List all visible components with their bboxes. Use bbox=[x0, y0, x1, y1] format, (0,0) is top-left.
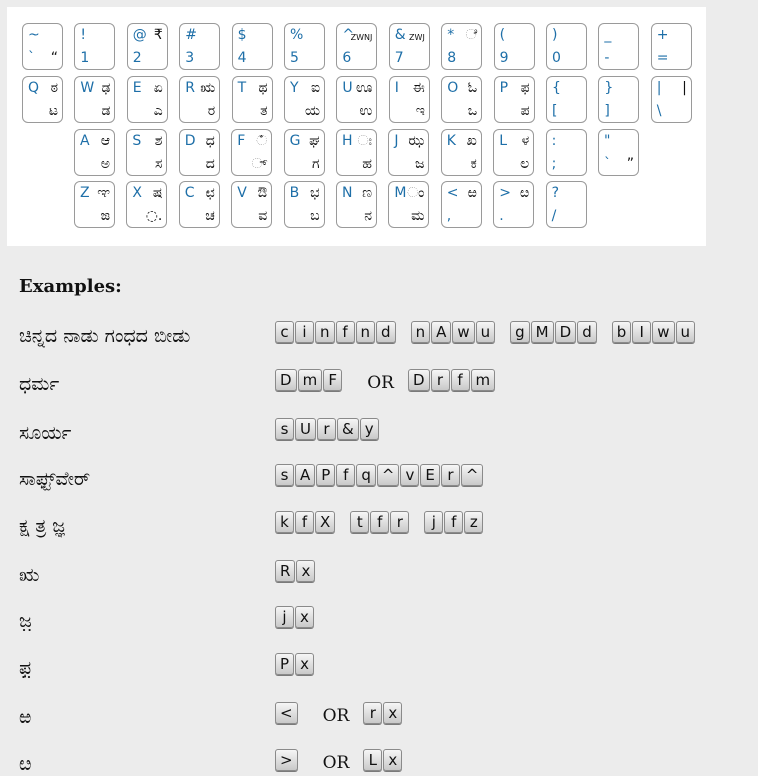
keyboard-key[interactable] bbox=[494, 23, 535, 70]
key-label-tr: ಖ bbox=[466, 133, 477, 149]
keycap[interactable]: m bbox=[298, 369, 323, 391]
key-label-bl: 1 bbox=[80, 50, 90, 66]
key-label-tl: P bbox=[499, 80, 509, 96]
keyboard-key[interactable] bbox=[74, 23, 115, 70]
example-kannada-word: ಸಾಫ್ಟ್‌ವೇರ್ bbox=[19, 468, 91, 490]
keystroke-group bbox=[408, 369, 496, 391]
key-label-br: ಒ bbox=[467, 103, 478, 119]
key-label-br: ದ bbox=[205, 156, 215, 172]
key-label-tl: ( bbox=[499, 27, 506, 43]
key-label-tl: ) bbox=[552, 27, 558, 43]
keyboard-key[interactable] bbox=[284, 23, 325, 70]
key-label-br: ಹ bbox=[362, 156, 372, 172]
keycap[interactable]: y bbox=[360, 418, 379, 440]
keystroke-group bbox=[424, 511, 484, 533]
keycap[interactable]: A bbox=[295, 464, 315, 486]
key-label-tr: | bbox=[682, 80, 687, 96]
key-label-tl: J bbox=[394, 133, 399, 149]
keystroke-sequence bbox=[275, 416, 394, 442]
key-label-tr: ◌ಁ bbox=[256, 133, 268, 149]
keystroke-group bbox=[275, 653, 315, 675]
key-label-tr: ZWNJ bbox=[350, 33, 373, 42]
keycap[interactable]: M bbox=[531, 321, 554, 343]
or-separator: OR bbox=[322, 753, 350, 773]
key-label-br: ಟ bbox=[48, 103, 58, 119]
keycap[interactable]: b bbox=[612, 321, 632, 343]
key-label-tl: S bbox=[132, 133, 142, 149]
keystroke-group bbox=[275, 511, 336, 533]
key-label-br: ಗ bbox=[312, 156, 320, 172]
key-label-bl: ] bbox=[604, 103, 610, 119]
keyboard-key[interactable] bbox=[388, 129, 429, 176]
key-label-br: ಅ bbox=[100, 156, 110, 172]
key-label-br: ಪ bbox=[520, 103, 530, 119]
keycap[interactable]: s bbox=[275, 418, 294, 440]
key-label-tl: > bbox=[499, 185, 511, 201]
keyboard-key[interactable] bbox=[598, 129, 639, 176]
key-label-tl: K bbox=[446, 133, 456, 149]
key-label-bl: [ bbox=[552, 103, 558, 119]
key-label-bl: - bbox=[604, 50, 610, 66]
key-label-br: ಬ bbox=[310, 208, 320, 224]
key-label-tr: ◌ಂ bbox=[407, 185, 425, 201]
keyboard-key[interactable] bbox=[493, 129, 534, 176]
keyboard-key[interactable] bbox=[441, 181, 482, 228]
key-label-tl: @ bbox=[132, 27, 147, 43]
keyboard-key[interactable] bbox=[74, 181, 115, 228]
example-kannada-word: ಋ bbox=[19, 564, 40, 586]
example-row bbox=[0, 700, 758, 736]
keystroke-group bbox=[275, 369, 343, 391]
key-label-br: ಚ bbox=[205, 208, 215, 224]
keyboard-key[interactable] bbox=[598, 76, 639, 123]
keycap[interactable]: r bbox=[363, 702, 382, 724]
key-label-bl: . bbox=[499, 208, 504, 224]
key-label-br: ಡ bbox=[101, 103, 111, 119]
keycap[interactable]: w bbox=[652, 321, 674, 343]
key-label-tr: ◌ಃ bbox=[357, 133, 372, 149]
keyboard-key[interactable] bbox=[22, 76, 63, 123]
key-label-tl: G bbox=[289, 133, 301, 149]
example-kannada-word: ಕ್ಷ ತ್ರ ಜ್ಞ bbox=[19, 515, 65, 537]
keycap[interactable]: E bbox=[420, 464, 439, 486]
keycap[interactable]: u bbox=[476, 321, 496, 343]
keyboard-key[interactable] bbox=[598, 23, 639, 70]
key-label-tl: O bbox=[447, 80, 459, 96]
keycap[interactable]: f bbox=[451, 369, 470, 391]
key-label-tl: & bbox=[394, 27, 406, 43]
key-label-tr: ಈ bbox=[412, 80, 425, 96]
keycap[interactable]: I bbox=[632, 321, 651, 343]
key-label-tl: Q bbox=[28, 80, 40, 96]
keycap[interactable]: x bbox=[383, 749, 402, 771]
keyboard-key[interactable] bbox=[126, 129, 167, 176]
key-label-tl: I bbox=[394, 80, 399, 96]
key-label-tr: ಳ bbox=[521, 133, 530, 149]
keyboard-layout-panel bbox=[7, 7, 706, 246]
keyboard-key[interactable] bbox=[441, 23, 482, 70]
keycap[interactable]: & bbox=[337, 418, 359, 440]
key-label-bl: 9 bbox=[499, 50, 509, 66]
keycap[interactable]: f bbox=[336, 321, 355, 343]
key-label-tr: ಭ bbox=[310, 185, 320, 201]
keyboard-key[interactable] bbox=[388, 181, 429, 228]
key-label-br: ಕ bbox=[470, 156, 477, 172]
keystroke-sequence bbox=[275, 319, 710, 345]
key-label-br: ಙ bbox=[100, 208, 110, 224]
key-label-tl: U bbox=[342, 80, 353, 96]
key-label-tr: ಋ bbox=[200, 80, 216, 96]
key-label-tr: ಊ bbox=[355, 80, 373, 96]
keycap[interactable]: r bbox=[317, 418, 336, 440]
example-row bbox=[0, 747, 758, 776]
keycap[interactable]: D bbox=[275, 369, 297, 391]
keystroke-sequence bbox=[275, 462, 498, 488]
key-label-br: ಜ bbox=[414, 156, 425, 172]
example-kannada-word: ಫ಼ bbox=[19, 657, 32, 679]
example-row bbox=[0, 509, 758, 545]
example-kannada-word: ಧರ್ಮ bbox=[19, 373, 60, 395]
keystroke-group bbox=[275, 702, 299, 724]
key-label-tl: M bbox=[394, 185, 407, 201]
key-label-tr: ಫ bbox=[520, 80, 530, 96]
keycap[interactable]: R bbox=[275, 560, 295, 582]
keycap[interactable]: s bbox=[275, 464, 294, 486]
keyboard-key[interactable] bbox=[74, 76, 115, 123]
keycap[interactable]: x bbox=[296, 560, 315, 582]
key-label-tl: $ bbox=[237, 27, 247, 43]
key-label-tr: ಧ bbox=[205, 133, 215, 149]
keycap[interactable]: n bbox=[356, 321, 376, 343]
key-label-br: ತ bbox=[260, 103, 268, 119]
key-label-tr: ಥ bbox=[258, 80, 268, 96]
keyboard-key[interactable] bbox=[127, 23, 168, 70]
keycap[interactable]: k bbox=[275, 511, 294, 533]
or-separator: OR bbox=[367, 373, 394, 393]
keystroke-group bbox=[363, 749, 403, 771]
key-label-tl: H bbox=[342, 133, 353, 149]
keycap[interactable]: n bbox=[411, 321, 431, 343]
key-label-tl: + bbox=[656, 27, 669, 43]
key-label-br: ಇ bbox=[415, 103, 425, 119]
key-label-tl: Z bbox=[80, 185, 90, 201]
key-label-tl: # bbox=[185, 27, 197, 43]
keystroke-sequence bbox=[275, 747, 417, 773]
key-label-bl: 2 bbox=[132, 50, 142, 66]
key-label-tr: ಓ bbox=[467, 80, 478, 96]
key-label-tr: ◌ೆ bbox=[465, 27, 478, 43]
key-label-tl: % bbox=[290, 27, 304, 43]
key-label-tl: } bbox=[604, 80, 614, 96]
key-label-tl: ^ bbox=[342, 27, 355, 43]
key-label-tr: ಞ bbox=[97, 185, 110, 201]
keyboard-key[interactable] bbox=[284, 181, 325, 228]
key-label-tr: ಶ bbox=[154, 133, 163, 149]
key-label-bl: \ bbox=[656, 103, 662, 119]
keyboard-key[interactable] bbox=[389, 23, 430, 70]
example-row bbox=[0, 416, 758, 452]
key-label-tl: F bbox=[237, 133, 246, 149]
key-label-bl: 0 bbox=[552, 50, 561, 66]
key-label-bl: 5 bbox=[290, 50, 299, 66]
keyboard-key[interactable] bbox=[284, 129, 325, 176]
key-label-br: ” bbox=[626, 156, 634, 172]
key-label-br: ಉ bbox=[359, 103, 373, 119]
keyboard-key[interactable] bbox=[232, 23, 273, 70]
keystroke-group bbox=[275, 321, 397, 343]
key-label-tl: < bbox=[446, 185, 459, 201]
examples-heading: Examples: bbox=[19, 276, 122, 297]
example-row bbox=[0, 462, 758, 498]
key-label-br: ಎ bbox=[153, 103, 163, 119]
key-label-br: ವ bbox=[258, 208, 268, 224]
key-label-tr: ₹ bbox=[153, 27, 163, 43]
keystroke-group bbox=[411, 321, 497, 343]
key-label-tl: L bbox=[499, 133, 507, 149]
keyboard-key[interactable] bbox=[493, 181, 534, 228]
key-label-bl: ` bbox=[28, 50, 35, 66]
key-label-tr: ಣ bbox=[362, 185, 372, 201]
key-label-tr: ಝ bbox=[408, 133, 425, 149]
keycap[interactable]: r bbox=[431, 369, 450, 391]
keyboard-key[interactable] bbox=[231, 181, 272, 228]
keycap[interactable]: i bbox=[295, 321, 314, 343]
example-kannada-word: ಱ bbox=[19, 706, 32, 728]
key-label-br: “ bbox=[50, 50, 58, 66]
keycap[interactable]: j bbox=[275, 606, 294, 628]
key-label-bl: ` bbox=[604, 156, 611, 172]
keycap[interactable]: x bbox=[295, 653, 314, 675]
key-label-tr: ZWJ bbox=[409, 33, 425, 42]
key-label-tl: Y bbox=[290, 80, 299, 96]
key-label-br: ಯ bbox=[305, 103, 320, 119]
keystroke-sequence bbox=[275, 367, 510, 393]
keycap[interactable]: D bbox=[408, 369, 430, 391]
key-label-br: ◌್ bbox=[251, 156, 268, 172]
key-label-tr: ಔ bbox=[257, 185, 268, 201]
key-label-tl: A bbox=[80, 133, 90, 149]
keycap[interactable]: A bbox=[431, 321, 451, 343]
key-label-tl: | bbox=[656, 80, 662, 96]
keycap[interactable]: X bbox=[315, 511, 335, 533]
keyboard-key[interactable] bbox=[336, 76, 377, 123]
key-label-bl: , bbox=[446, 208, 452, 224]
key-label-tl: T bbox=[237, 80, 247, 96]
keystroke-group bbox=[612, 321, 696, 343]
key-label-tl: V bbox=[237, 185, 247, 201]
key-label-bl: 7 bbox=[394, 50, 404, 66]
keycap[interactable]: v bbox=[400, 464, 419, 486]
key-label-br: ಮ bbox=[411, 208, 425, 224]
key-label-tr: ಱ bbox=[467, 185, 477, 201]
keystroke-group bbox=[275, 418, 380, 440]
keyboard-key[interactable] bbox=[232, 76, 273, 123]
keyboard-key[interactable] bbox=[179, 181, 220, 228]
key-label-tl: B bbox=[289, 185, 300, 201]
key-label-tl: W bbox=[80, 80, 95, 96]
key-label-tl: R bbox=[185, 80, 195, 96]
key-label-br: ◌. bbox=[145, 208, 163, 224]
keycap[interactable]: g bbox=[510, 321, 530, 343]
keyboard-key[interactable] bbox=[179, 129, 220, 176]
keycap[interactable]: x bbox=[295, 606, 314, 628]
key-label-tr: ೞ bbox=[520, 185, 530, 201]
key-label-tl: C bbox=[184, 185, 195, 201]
key-label-tr: ಐ bbox=[310, 80, 320, 96]
example-row bbox=[0, 558, 758, 594]
keycap[interactable]: t bbox=[350, 511, 369, 533]
keystroke-sequence bbox=[275, 509, 498, 535]
key-label-br: ಲ bbox=[520, 156, 530, 172]
example-kannada-word: ಚಿನ್ನದ ನಾಡು ಗಂಧದ ಬೀಡು bbox=[19, 325, 191, 347]
keycap[interactable]: f bbox=[370, 511, 389, 533]
keyboard-key[interactable] bbox=[127, 76, 168, 123]
keystroke-group bbox=[350, 511, 410, 533]
example-row bbox=[0, 604, 758, 640]
keyboard-key[interactable] bbox=[651, 76, 692, 123]
key-label-bl: 8 bbox=[447, 50, 457, 66]
keycap[interactable]: P bbox=[275, 653, 294, 675]
key-label-tl: D bbox=[184, 133, 196, 149]
keycap[interactable]: m bbox=[471, 369, 496, 391]
keyboard-key[interactable] bbox=[546, 181, 587, 228]
keystroke-sequence bbox=[275, 604, 329, 630]
key-label-bl: / bbox=[551, 208, 557, 224]
keycap[interactable]: d bbox=[376, 321, 396, 343]
key-label-tl: _ bbox=[604, 27, 612, 43]
example-kannada-word: ಜ಼ bbox=[19, 610, 32, 632]
keyboard-key[interactable] bbox=[336, 23, 377, 70]
keycap[interactable]: c bbox=[275, 321, 294, 343]
keyboard-key[interactable] bbox=[284, 76, 325, 123]
key-label-bl: ; bbox=[551, 156, 557, 172]
key-label-tl: " bbox=[604, 133, 611, 149]
example-row bbox=[0, 367, 758, 403]
key-label-tr: ಷ bbox=[152, 185, 163, 201]
keyboard-key[interactable] bbox=[651, 23, 692, 70]
key-label-tl: ? bbox=[551, 185, 560, 201]
key-label-tr: ಘ bbox=[309, 133, 320, 149]
key-label-tr: ಆ bbox=[100, 133, 110, 149]
key-label-bl: 4 bbox=[237, 50, 247, 66]
keycap[interactable]: f bbox=[295, 511, 314, 533]
keyboard-key[interactable] bbox=[441, 76, 482, 123]
key-label-tr: ಠ bbox=[50, 80, 58, 96]
keyboard-key[interactable] bbox=[546, 76, 587, 123]
keyboard-key[interactable] bbox=[546, 23, 587, 70]
example-kannada-word: ೞ bbox=[19, 753, 32, 775]
key-label-tl: X bbox=[132, 185, 142, 201]
keyboard-key[interactable] bbox=[179, 23, 220, 70]
keystroke-group bbox=[275, 749, 299, 771]
keyboard-key[interactable] bbox=[179, 76, 220, 123]
keystroke-sequence bbox=[275, 651, 329, 677]
key-label-tr: ಏ bbox=[153, 80, 163, 96]
keycap[interactable]: z bbox=[464, 511, 483, 533]
keycap[interactable]: ^ bbox=[377, 464, 400, 486]
key-label-tr: ಛ bbox=[205, 185, 215, 201]
keycap[interactable]: d bbox=[577, 321, 597, 343]
keystroke-group bbox=[275, 606, 315, 628]
keystroke-sequence bbox=[275, 558, 330, 584]
keystroke-group bbox=[510, 321, 598, 343]
keycap[interactable]: u bbox=[676, 321, 696, 343]
key-label-tl: N bbox=[342, 185, 353, 201]
key-label-bl: = bbox=[656, 50, 669, 66]
keyboard-key[interactable] bbox=[389, 76, 430, 123]
key-label-tl: E bbox=[132, 80, 142, 96]
keyboard-key[interactable] bbox=[336, 129, 377, 176]
key-label-br: ರ bbox=[207, 103, 216, 119]
key-label-bl: 3 bbox=[185, 50, 195, 66]
key-label-tr: ಢ bbox=[101, 80, 111, 96]
key-label-tl: { bbox=[552, 80, 561, 96]
keycap[interactable]: F bbox=[323, 369, 342, 391]
keycap[interactable]: j bbox=[424, 511, 443, 533]
keystroke-sequence bbox=[275, 700, 417, 726]
keycap[interactable]: x bbox=[383, 702, 402, 724]
keystroke-group bbox=[363, 702, 403, 724]
keycap[interactable]: P bbox=[316, 464, 335, 486]
keycap[interactable]: L bbox=[363, 749, 382, 771]
keycap[interactable]: f bbox=[336, 464, 355, 486]
keycap[interactable]: < bbox=[275, 702, 298, 724]
keyboard-key[interactable] bbox=[126, 181, 167, 228]
keycap[interactable]: D bbox=[555, 321, 577, 343]
keyboard-key[interactable] bbox=[441, 129, 482, 176]
keycap[interactable]: w bbox=[452, 321, 474, 343]
or-separator: OR bbox=[322, 706, 350, 726]
keycap[interactable]: > bbox=[275, 749, 298, 771]
key-label-br: ಸ bbox=[154, 156, 163, 172]
keyboard-key[interactable] bbox=[546, 129, 587, 176]
example-row bbox=[0, 651, 758, 687]
key-label-tl: : bbox=[551, 133, 557, 149]
keycap[interactable]: n bbox=[315, 321, 335, 343]
keycap[interactable]: ^ bbox=[461, 464, 484, 486]
key-label-bl: 6 bbox=[342, 50, 352, 66]
keyboard-key[interactable] bbox=[74, 129, 115, 176]
keycap[interactable]: f bbox=[444, 511, 463, 533]
keystroke-group bbox=[275, 560, 316, 582]
keyboard-key[interactable] bbox=[231, 129, 272, 176]
keyboard-key[interactable] bbox=[336, 181, 377, 228]
keycap[interactable]: U bbox=[295, 418, 316, 440]
keyboard-key[interactable] bbox=[22, 23, 63, 70]
example-kannada-word: ಸೂರ್ಯ bbox=[19, 422, 72, 444]
keycap[interactable]: q bbox=[356, 464, 376, 486]
key-label-tl: ! bbox=[80, 27, 87, 43]
keycap[interactable]: r bbox=[441, 464, 460, 486]
key-label-tl: * bbox=[447, 27, 455, 43]
example-row bbox=[0, 319, 758, 355]
key-label-tl: ~ bbox=[28, 27, 40, 43]
keycap[interactable]: r bbox=[390, 511, 409, 533]
keystroke-group bbox=[275, 464, 484, 486]
keyboard-key[interactable] bbox=[494, 76, 535, 123]
key-label-br: ನ bbox=[364, 208, 372, 224]
